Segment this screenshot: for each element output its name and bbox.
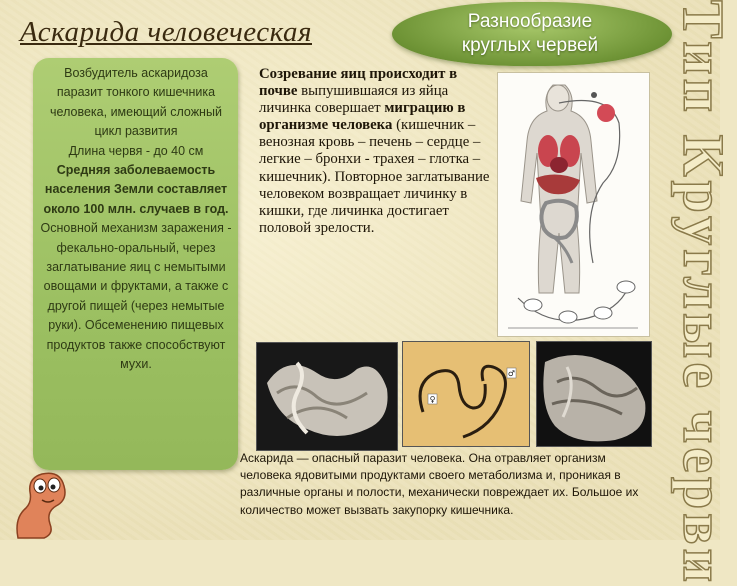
worm-cluster-photo — [256, 342, 398, 451]
male-label: ♂ — [507, 369, 516, 378]
lifecycle-diagram — [497, 72, 650, 337]
badge-line-1: Разнообразие — [467, 11, 593, 32]
info-card-text — [40, 64, 232, 375]
worm-mascot-icon — [8, 460, 78, 540]
lifecycle-text-4: (кишечник – венозная кровь – печень – сердце – легкие – бронхи - трахея – глотка – кишечник). Повторное заглатывание человеком возвращает личинку в кишки, где личинка достигает половой зрелости. — [259, 117, 490, 236]
vertical-banner-text: Тип Круглые черви — [671, 0, 736, 586]
male-female-worms-photo — [402, 341, 530, 447]
info-p3: Средняя заболеваемость населения Земли составляет около 100 млн. случаев в год. — [43, 163, 229, 216]
vertical-banner — [662, 0, 736, 586]
info-p4: Основной механизм заражения - фекально-оральный, через заглатывание яиц с немытыми овощами и фруктами, а также с другой пищей (через немытые руки). Обсеменению пищевых продуктов также способствуют мухи. — [40, 221, 232, 372]
lifecycle-bold-1: Созревание яиц происходит в почве — [259, 66, 458, 100]
female-label: ♀ — [429, 395, 436, 404]
lifecycle-bold-2: миграцию в организме человека — [259, 100, 466, 134]
caption-text: Аскарида — опасный паразит человека. Она отравляет организм человека ядовитыми продуктами своего метаболизма и, проникая в различные органы и полости, механически повреждает их. Большое их количество может вызвать закупорку кишечника. — [240, 451, 639, 517]
badge-line-2: круглых червей — [461, 35, 599, 56]
topic-badge-text — [430, 10, 630, 58]
info-p2: Длина червя - до 40 см — [68, 143, 204, 158]
info-p1: Возбудитель аскаридоза паразит тонкого кишечника человека, имеющий сложный цикл развития — [50, 66, 222, 139]
lifecycle-text — [259, 66, 499, 237]
lifecycle-text-2: выпушившаяся из яйца личинка совершает — [259, 83, 449, 117]
intestine-blockage-photo — [536, 341, 652, 447]
page-title: Аскарида человеческая — [20, 16, 312, 48]
